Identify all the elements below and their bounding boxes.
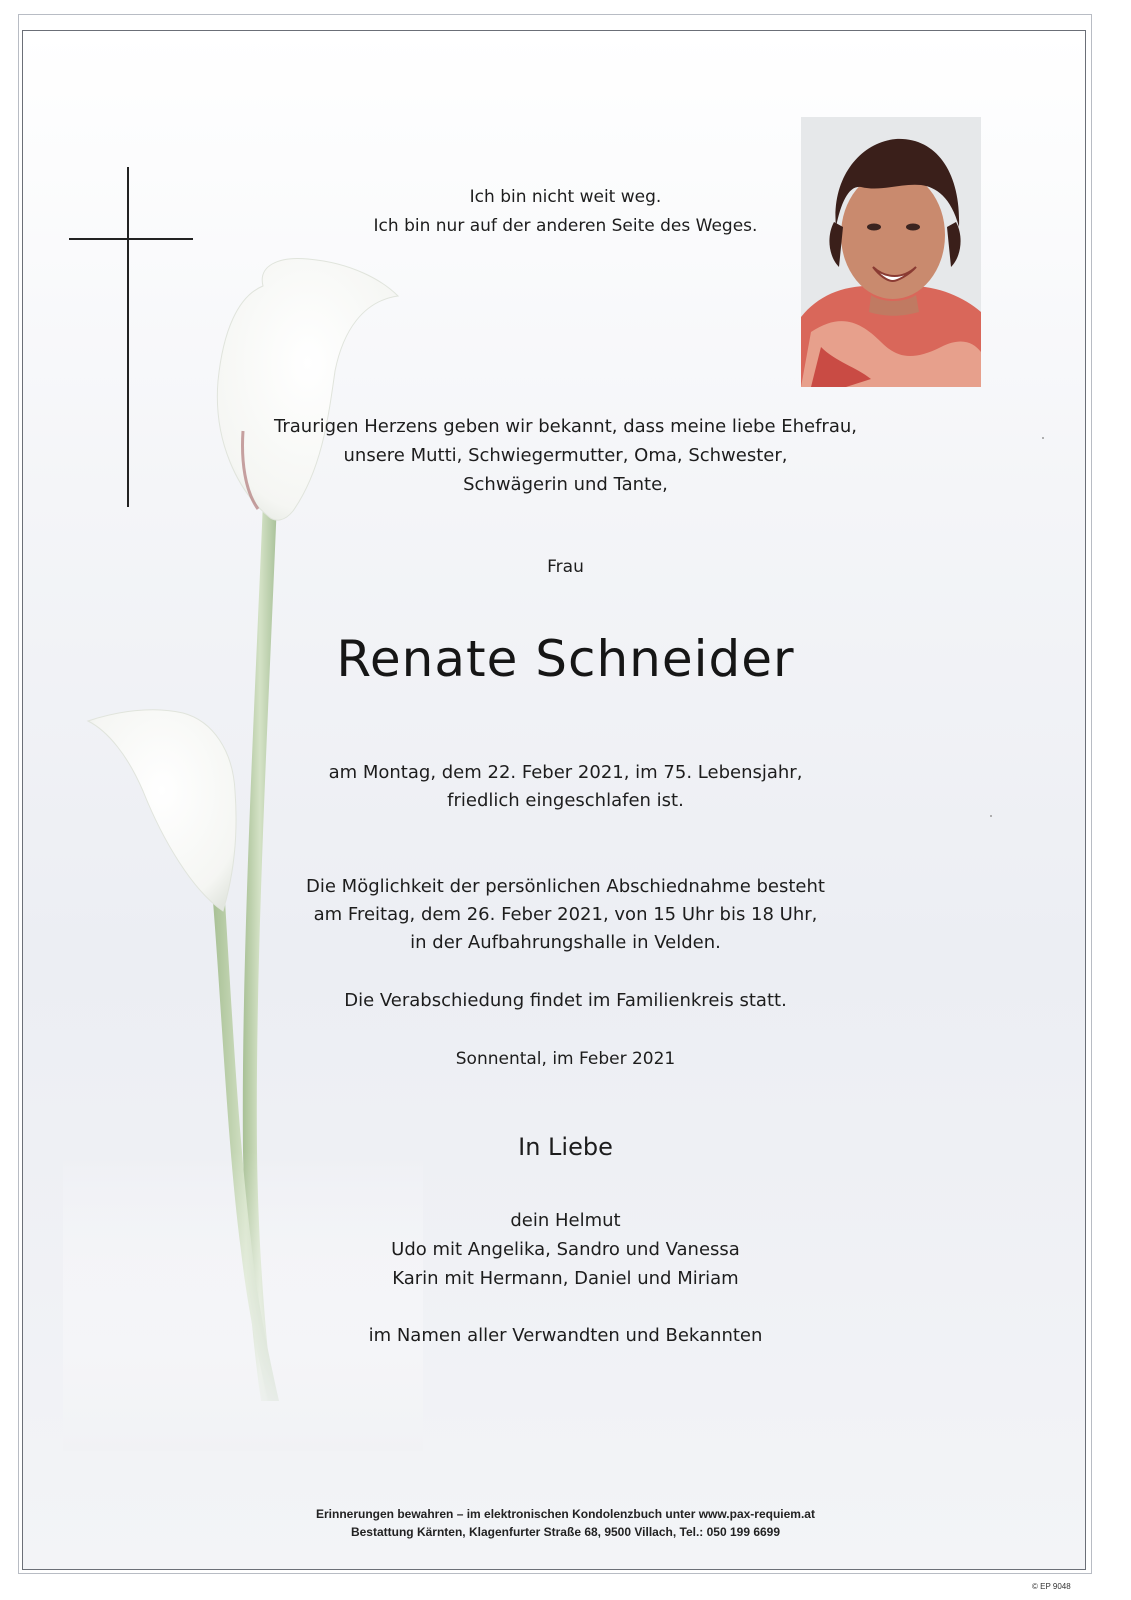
scan-speck [1042, 437, 1044, 439]
portrait-photo [801, 117, 981, 387]
ceremony-note: Die Verabschiedung findet im Familienkreis statt. [344, 990, 787, 1011]
product-code: © EP 9048 [1032, 1582, 1071, 1591]
farewell-line-1: Die Möglichkeit der persönlichen Abschiednahme besteht [306, 876, 825, 897]
in-love-heading: In Liebe [518, 1133, 613, 1161]
farewell-line-2: am Freitag, dem 26. Feber 2021, von 15 Uhr bis 18 Uhr, [313, 904, 818, 925]
salutation: Frau [547, 557, 584, 577]
footer-line-1: Erinnerungen bewahren – im elektronischen Kondolenzbuch unter www.pax-requiem.at [316, 1507, 815, 1521]
relatives-line: im Namen aller Verwandten und Bekannten [368, 1325, 763, 1346]
cross-icon-bar [69, 238, 193, 240]
announcement-line-3: Schwägerin und Tante, [463, 474, 668, 495]
farewell-line-3: in der Aufbahrungshalle in Velden. [410, 932, 721, 953]
mourners-line-1: dein Helmut [510, 1210, 621, 1231]
footer-line-2: Bestattung Kärnten, Klagenfurter Straße 68, 9500 Villach, Tel.: 050 199 6699 [350, 1525, 781, 1539]
death-line-2: friedlich eingeschlafen ist. [447, 790, 684, 811]
deceased-name: Renate Schneider [336, 630, 795, 688]
mourners-line-3: Karin mit Hermann, Daniel und Miriam [392, 1268, 739, 1289]
portrait-photo-image [801, 117, 981, 387]
verse-line-2: Ich bin nur auf der anderen Seite des Weges. [373, 216, 758, 236]
place-date: Sonnental, im Feber 2021 [455, 1049, 676, 1069]
verse-line-1: Ich bin nicht weit weg. [469, 187, 662, 207]
announcement-line-2: unsere Mutti, Schwiegermutter, Oma, Schwester, [343, 445, 788, 466]
scan-speck [990, 815, 992, 817]
announcement-line-1: Traurigen Herzens geben wir bekannt, dass meine liebe Ehefrau, [274, 416, 857, 437]
death-line-1: am Montag, dem 22. Feber 2021, im 75. Lebensjahr, [328, 762, 803, 783]
mourners-line-2: Udo mit Angelika, Sandro und Vanessa [391, 1239, 740, 1260]
